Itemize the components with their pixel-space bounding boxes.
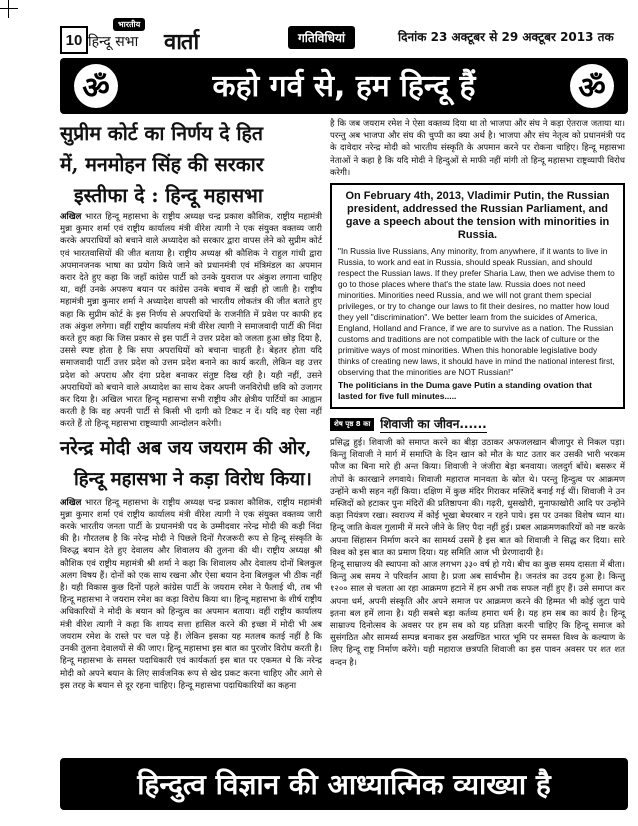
left-column bbox=[60, 118, 322, 692]
om-icon: ॐ bbox=[74, 64, 118, 108]
headline-line: नरेन्द्र मोदी अब जय जयराम की ओर, bbox=[60, 437, 312, 459]
crop-mark bbox=[0, 0, 18, 18]
shivaji-body-2: हिन्दू साम्राज्य की स्थापना को आज लगभग ३३० वर्ष हो गये। बीच का कुछ समय दासता में बीता। किन्तु अब समय ने परिवर्तन आया है। प्रजा अब सार्वभौम है। जनतंत्र का उदय हुआ है। किन्तु १२०० साल से चलता आ रहा आक्रमण हटाने में हम अभी तक सफल नहीं हुए हैं। उसे समाप्त कर अपना धर्म, अपनी संस्कृति और अपने समाज पर आक्रमण करने की हिम्मत भी कोई जुटा पाये इतना बल हमें लाना है। यही सबसे बड़ा कर्तव्य हमारा धर्म है। यह हम सब का कार्य है। हिन्दू साम्राज्य दिनोत्सव के अवसर पर हम सब को यह प्रतिज्ञा करनी चाहिए कि हिन्दू समाज को सुसंगठित और सामर्थ्य सम्पन्न बनाकर इस अखण्डित भारत भूमि पर समस्त विश्व के कल्याण के लिए हिन्दू राष्ट्र निर्माण करेंगे। यही महाराज छत्रपति शिवाजी का इस पावन अवसर पर शत शत वन्दन है। bbox=[330, 560, 625, 668]
banner-slogan: कहो गर्व से, हम हिन्दू हैं bbox=[212, 69, 476, 104]
shivaji-body: प्रसिद्ध हुई। शिवाजी को समाप्त करने का बीड़ा उठाकर अफजलखान बीजापुर से निकल पड़ा। किन्तु शिवाजी ने मार्ग में समाप्ति के दिन खान को मौत के घाट उतार कर उसकी भारी भरकम फौज का बिना मारे ही अन्त किया। शिवाजी ने जंजीरा बेड़ा बनवाया। जलदुर्ग बाँधे। बसरूर में तोपों के कारखाने लगवाये। शिवाजी महाराज मानवता के स्रोत थे। परन्तु हिन्दुत्व पर आक्रमण उन्होंने कभी सहन नहीं किया। दक्षिण में कुछ मंदिर गिराकर मस्जिदें बनाई गई थीं। शिवाजी ने उन मस्जिदों को हटाकर पुनः मंदिरों की प्रतिष्ठापना की। गढ़री, धुसखोरी, मुनाफाखोरी आदि पर उन्होंने कड़ा नियंत्रण रखा। स्वराज्य में कोई भूखा बेघरबार न रहने पाये। इस पर उनका विशेष ध्यान था। हिन्दू जाति केवल गुलामी में मरने जीने के लिए पैदा नहीं हुई। प्रबल आक्रमणकारियों को नष्ट करके अपना सिंहासन निर्माण करने का सामर्थ्य उसमें है इस बात को शिवाजी ने सिद्ध कर दिया। सारे विश्व को इस बात का प्रमाण दिया। यह समिति आज भी प्रेरणादायी है। bbox=[330, 438, 625, 558]
article1-lead: अखिल bbox=[60, 212, 82, 222]
headline-line: में, मनमोहन सिंह की सरकार bbox=[60, 153, 264, 176]
headline-line: सुप्रीम कोर्ट का निर्णय दे हित bbox=[60, 122, 263, 145]
article1-body bbox=[60, 211, 322, 431]
bottom-banner: हिन्दुत्व विज्ञान की आध्यात्मिक व्याख्या है bbox=[60, 758, 628, 810]
shivaji-title: शिवाजी का जीवन...... bbox=[380, 417, 487, 432]
article2-body bbox=[60, 497, 322, 692]
om-icon: ॐ bbox=[570, 64, 614, 108]
headline-line: हिन्दू महासभा ने कड़ा विरोध किया। bbox=[74, 468, 312, 490]
headline-line: इस्तीफा दे : हिन्दू महासभा bbox=[74, 184, 263, 207]
putin-speech-box bbox=[330, 183, 625, 409]
page-header bbox=[60, 20, 625, 55]
issue-date: दिनांक 23 अक्टूबर से 29 अक्टूबर 2013 तक bbox=[398, 30, 614, 44]
section-tag: गतिविधियां bbox=[288, 26, 355, 49]
putin-box-closing: The politicians in the Duma gave Putin a standing ovation that lasted for five full minutes..... bbox=[338, 380, 593, 402]
publication-right: वार्ता bbox=[164, 29, 199, 55]
putin-box-title: On February 4th, 2013, Vladimir Putin, the Russian president, addressed the Russian Parliament, and gave a speech about the tension with minorities in Russia. bbox=[345, 190, 610, 242]
continued-tag: शेष पृष्ठ 8 का bbox=[330, 418, 374, 431]
article2-lead: अखिल bbox=[60, 497, 82, 508]
article1-text: भारत हिन्दू महासभा के राष्ट्रीय अध्यक्ष चन्द्र प्रकाश कौशिक, राष्ट्रीय महामंत्री मुन्ना कुमार शर्मा एवं राष्ट्रीय कार्यालय मंत्री वीरेश त्यागी ने एक संयुक्त वक्तव्य जारी करके अपराधियों को बचाने वाले अध्यादेश को सरकार द्वारा वापस लेने को सुप्रीम कोर्ट एवं भारतवासियों की जीत बताया है। राष्ट्रीय अध्यक्ष श्री कौशिक ने राहुल गांधी द्वारा अपमानजनक भाषा का प्रयोग किये जाने को प्रधानमंत्री एवं मंत्रिमंडल का अपमान करार देते हुए कहा कि जहाँ कांग्रेस पार्टी को उनके युवराज पर अंकुश लगाना चाहिए था, वहीं उनके अपरूप बयान पर कांग्रेस उनके बचाव में खड़ी हो जाती है। राष्ट्रीय महामंत्री मुन्ना कुमार शर्मा ने अध्यादेश वापसी को भारतीय लोकतंत्र की जीत बताते हुए कहा कि सुप्रीम कोर्ट के इस निर्णय से अपराधियों के राजनीति में प्रवेश पर काफी हद तक अंकुश लगेगा। वहीं राष्ट्रीय कार्यालय मंत्री वीरेश त्यागी ने समाजवादी पार्टी की निंदा करते हुए कहा कि जिस प्रकार से इस पार्टी ने उत्तर प्रदेश को जलता हुआ छोड़ दिया है, उससे स्पष्ट होता है कि सपा अपराधियों को बचाना चाहती है। बेहतर होता यदि समाजवादी पार्टी उत्तर प्रदेश को उत्तम प्रदेश बनाने का कार्य करती, लेकिन वह उत्तर प्रदेश को अपराध और दंगा प्रदेश बनाकर संतुष्ट दिख रही है। यही नहीं, उसने अपराधियों को बचाने वाले अध्यादेश का साथ देकर अपनी जनविरोधी छवि को उजागर कर दिया है। अखिल भारत हिन्दू महासभा सभी राष्ट्रीय और क्षेत्रीय पार्टियों का आह्वान करती है कि वह अपनी पार्टी से किसी भी दागी को टिकट न दें। यदि वह ऐसा नहीं करते हैं तो हिन्दू महासभा राष्ट्रव्यापी आन्दोलन करेगी। bbox=[60, 212, 323, 430]
article2-continuation: है कि जब जयराम रमेश ने ऐसा वक्तव्य दिया था तो भाजपा और संघ ने कड़ा ऐतराज जताया था। परन्तु अब भाजपा और संघ की चुप्पी का क्या अर्थ है। भाजपा और संघ नेतृत्व को प्रधानमंत्री पद के दावेदार नरेन्द्र मोदी को भारतीय संस्कृति के अपमान करने पर रोकना चाहिए। हिन्दू महासभा नेताओं ने कहा है कि यदि मोदी ने हिन्दुओं से माफी नहीं मांगी तो हिन्दू महासभा राष्ट्रव्यापी विरोध करेगी। bbox=[330, 119, 625, 178]
article2-text: भारत हिन्दू महासभा के राष्ट्रीय अध्यक्ष चन्द्र प्रकाश कौशिक, राष्ट्रीय महामंत्री मुन्ना कुमार शर्मा एवं राष्ट्रीय कार्यालय मंत्री वीरेश त्यागी ने एक संयुक्त वक्तव्य जारी करके भारतीय जनता पार्टी के प्रधानमंत्री पद के उम्मीदवार नरेन्द्र मोदी की कड़ी निंदा की है। गौरतलब है कि नरेन्द्र मोदी ने पिछले दिनों गैरजरूरी रूप से हिन्दू संस्कृति के विरुद्ध बयान देते हुए देवालय और शिवालय की तुलना की थी। राष्ट्रीय अध्यक्ष श्री कौशिक एवं राष्ट्रीय महामंत्री श्री शर्मा ने कहा कि शिवालय और देवालय दोनों बिलकुल अलग विषय हैं। दोनों को एक साथ रखना और ऐसा बयान देना बिलकुल भी ठीक नहीं है। यही विकास कुछ दिनों पहले कांग्रेस पार्टी के जयराम रमेश ने फैलाई थी, तब भी हिन्दू महासभा ने जयराम रमेश का कड़ा विरोध किया था। हिन्दू महासभा के शीर्ष राष्ट्रीय अधिकारियों ने मोदी के बयान को हिन्दुत्व का अपमान बताया। वहीं राष्ट्रीय कार्यालय मंत्री वीरेश त्यागी ने कहा कि शायद सत्ता हासिल करने की इच्छा में मोदी भी अब जयराम रमेश के रास्ते पर चल पड़े हैं। लेकिन इसका यह मतलब कतई नहीं है कि उनकी तुलना देवालयों से की जाए। हिन्दू महासभा इस बात का पुरजोर विरोध करती है। हिन्दू महासभा के समस्त पदाधिकारी एवं कार्यकर्ता इस बात पर एकमत थे कि नरेन्द्र मोदी को अपने बयान के लिए सार्वजनिक रूप से खेद प्रकट करना चाहिए और आगे से इस तरह के बयान से दूर रहना चाहिए। हिन्दू महासभा पदाधिकारियों का कहना bbox=[60, 497, 323, 691]
publication-name bbox=[88, 20, 228, 55]
putin-box-body: "In Russia live Russians, Any minority, from anywhere, if it wants to live in Russia, to work and eat in Russia, should speak Russian, and should respect the Russian laws. If they prefer Sharia Law, then we advise them to go to those places where that's the state law. Russia does not need minorities. Minorities need Russia, and we will not grant them special privileges, or try to change our laws to fit their desires, no matter how loud they yell "discrimination". We better learn from the suicides of America, England, Holland and France, if we are to survive as a nation. The Russian customs and traditions are not compatible with the lack of culture or the primitive ways of most minorities. When this honorable legislative body thinks of creating new laws, it should have in mind the national interest first, observing that the minorities are NOT Russian!" bbox=[338, 246, 615, 378]
page-number: 10 bbox=[60, 26, 88, 54]
shivaji-header bbox=[330, 415, 625, 433]
article1-headline bbox=[60, 118, 322, 211]
top-banner bbox=[60, 58, 628, 114]
publication-top: भारतीय bbox=[113, 18, 145, 31]
publication-left: हिन्दू सभा bbox=[88, 34, 139, 50]
right-column bbox=[330, 118, 625, 669]
article2-headline bbox=[60, 433, 322, 495]
